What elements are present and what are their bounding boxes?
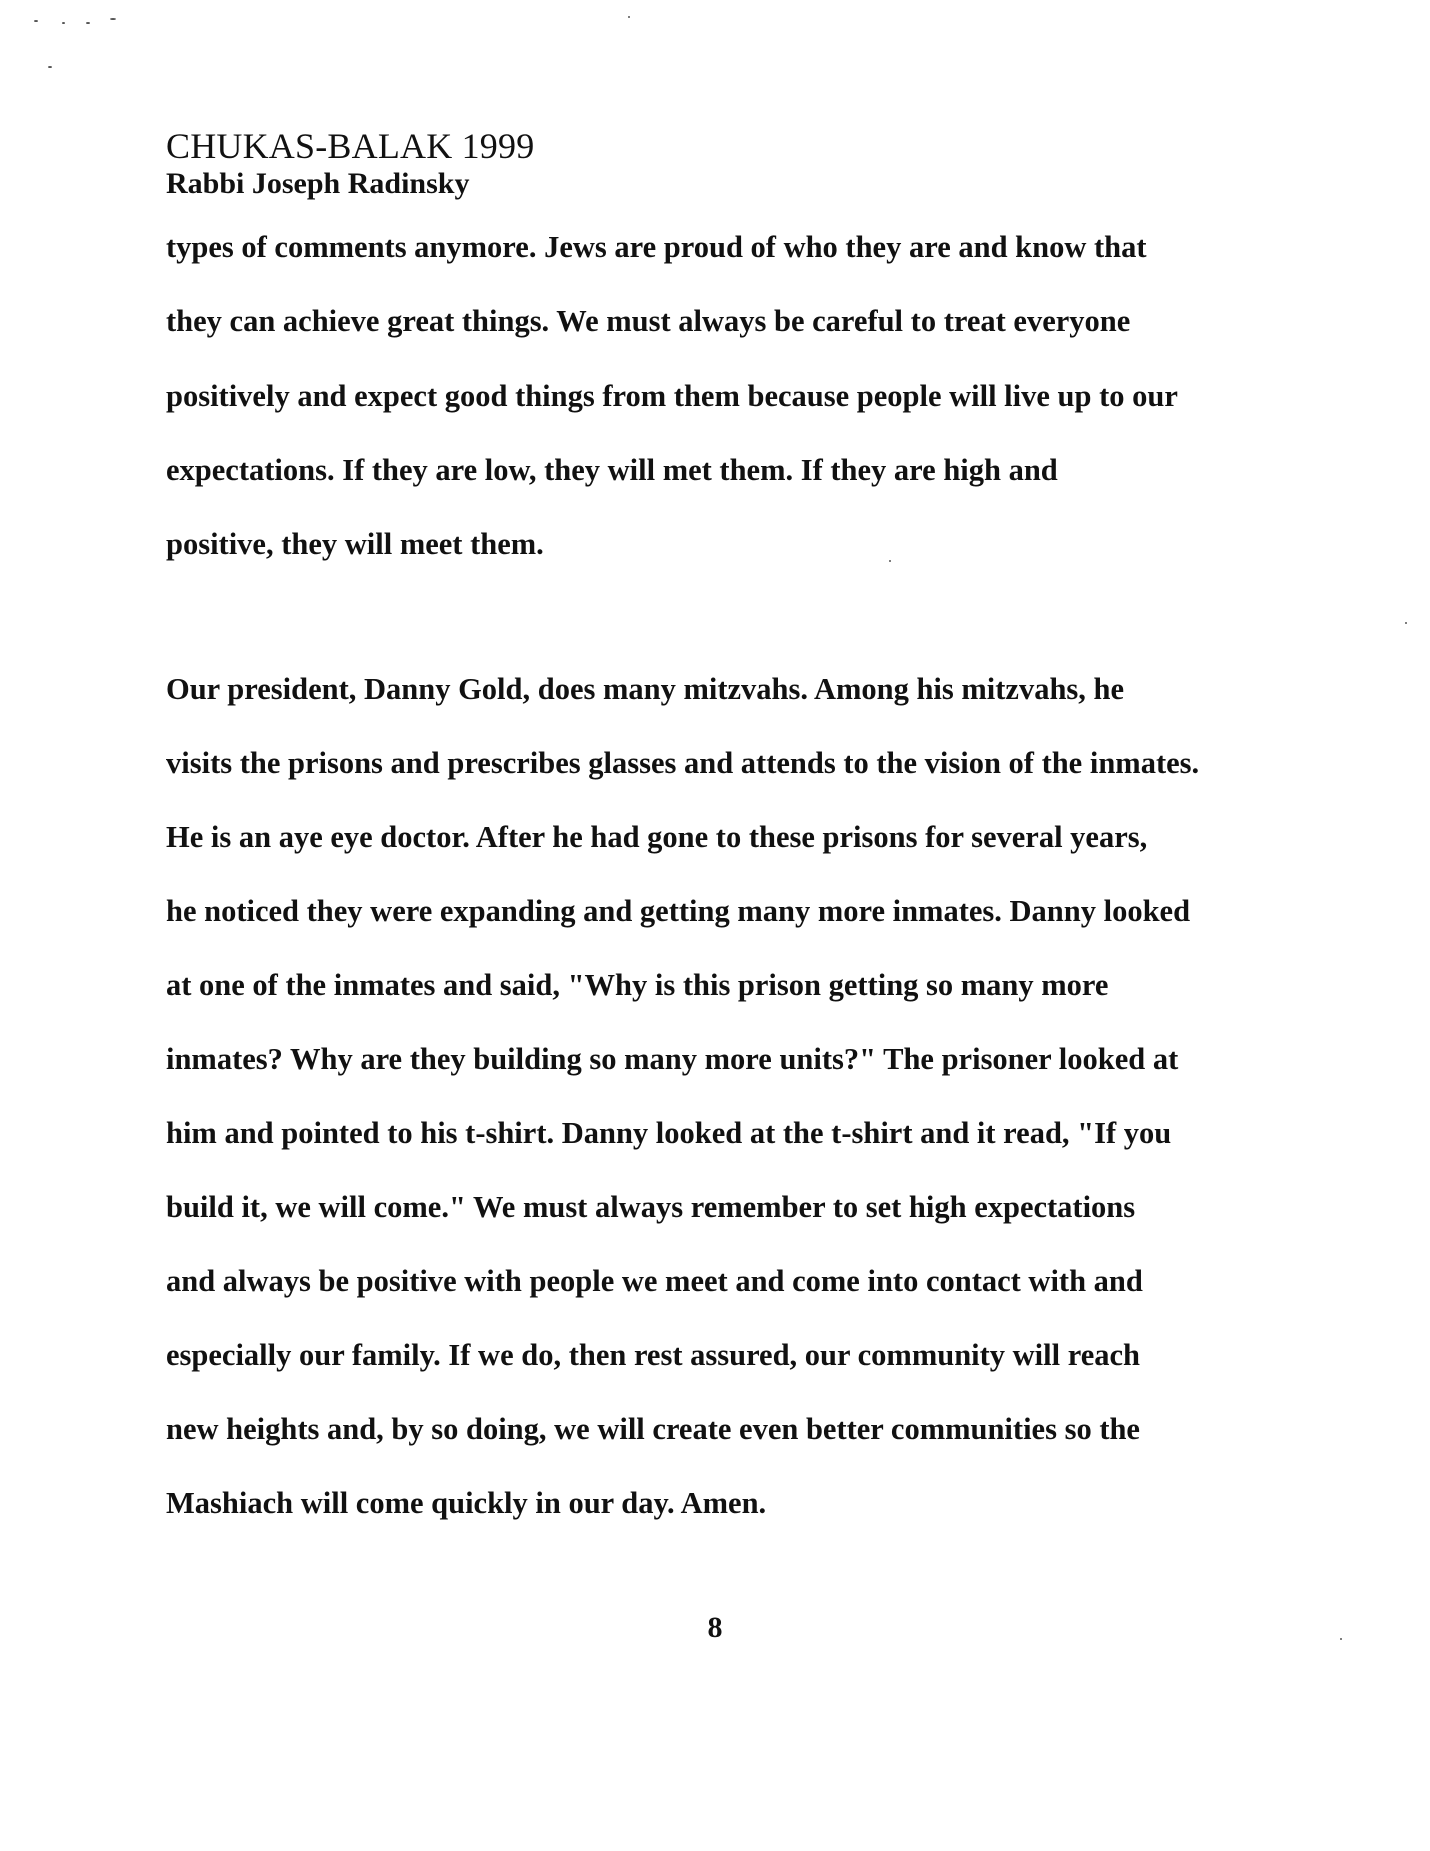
document-header (166, 126, 534, 202)
text-line: new heights and, by so doing, we will create even better communities so the (166, 1412, 1140, 1446)
text-line: he noticed they were expanding and getting many more inmates. Danny looked (166, 894, 1191, 928)
scan-speck (62, 22, 65, 24)
document-author: Rabbi Joseph Radinsky (166, 167, 470, 201)
scan-speck (86, 22, 90, 24)
text-line: him and pointed to his t-shirt. Danny looked at the t-shirt and it read, "If you (166, 1116, 1172, 1150)
text-line: Mashiach will come quickly in our day. Amen. (166, 1486, 767, 1520)
text-line: they can achieve great things. We must always be careful to treat everyone (166, 304, 1131, 338)
scan-speck (34, 20, 38, 22)
text-line: Our president, Danny Gold, does many mitzvahs. Among his mitzvahs, he (166, 672, 1125, 706)
text-line: at one of the inmates and said, "Why is this prison getting so many more (166, 968, 1109, 1002)
paragraph-1 (166, 230, 1296, 570)
scan-speck (48, 66, 52, 68)
scan-speck (110, 18, 116, 20)
document-title: CHUKAS-BALAK 1999 (166, 126, 535, 166)
text-line: especially our family. If we do, then rest assured, our community will reach (166, 1338, 1141, 1372)
text-line: inmates? Why are they building so many more units?" The prisoner looked at (166, 1042, 1179, 1076)
text-line: positive, they will meet them. (166, 527, 544, 561)
text-line: He is an aye eye doctor. After he had gone to these prisons for several years, (166, 820, 1148, 854)
text-line: visits the prisons and prescribes glasses and attends to the vision of the inmates. (166, 746, 1200, 780)
text-line: positively and expect good things from them because people will live up to our (166, 379, 1178, 413)
scan-speck (1405, 622, 1407, 624)
text-line: build it, we will come." We must always remember to set high expectations (166, 1190, 1136, 1224)
page-number: 8 (707, 1611, 723, 1644)
paragraph-2 (166, 672, 1296, 1532)
text-line: expectations. If they are low, they will met them. If they are high and (166, 453, 1058, 487)
scan-speck (628, 16, 630, 18)
text-line: types of comments anymore. Jews are proud of who they are and know that (166, 230, 1147, 264)
text-line: and always be positive with people we meet and come into contact with and (166, 1264, 1143, 1298)
